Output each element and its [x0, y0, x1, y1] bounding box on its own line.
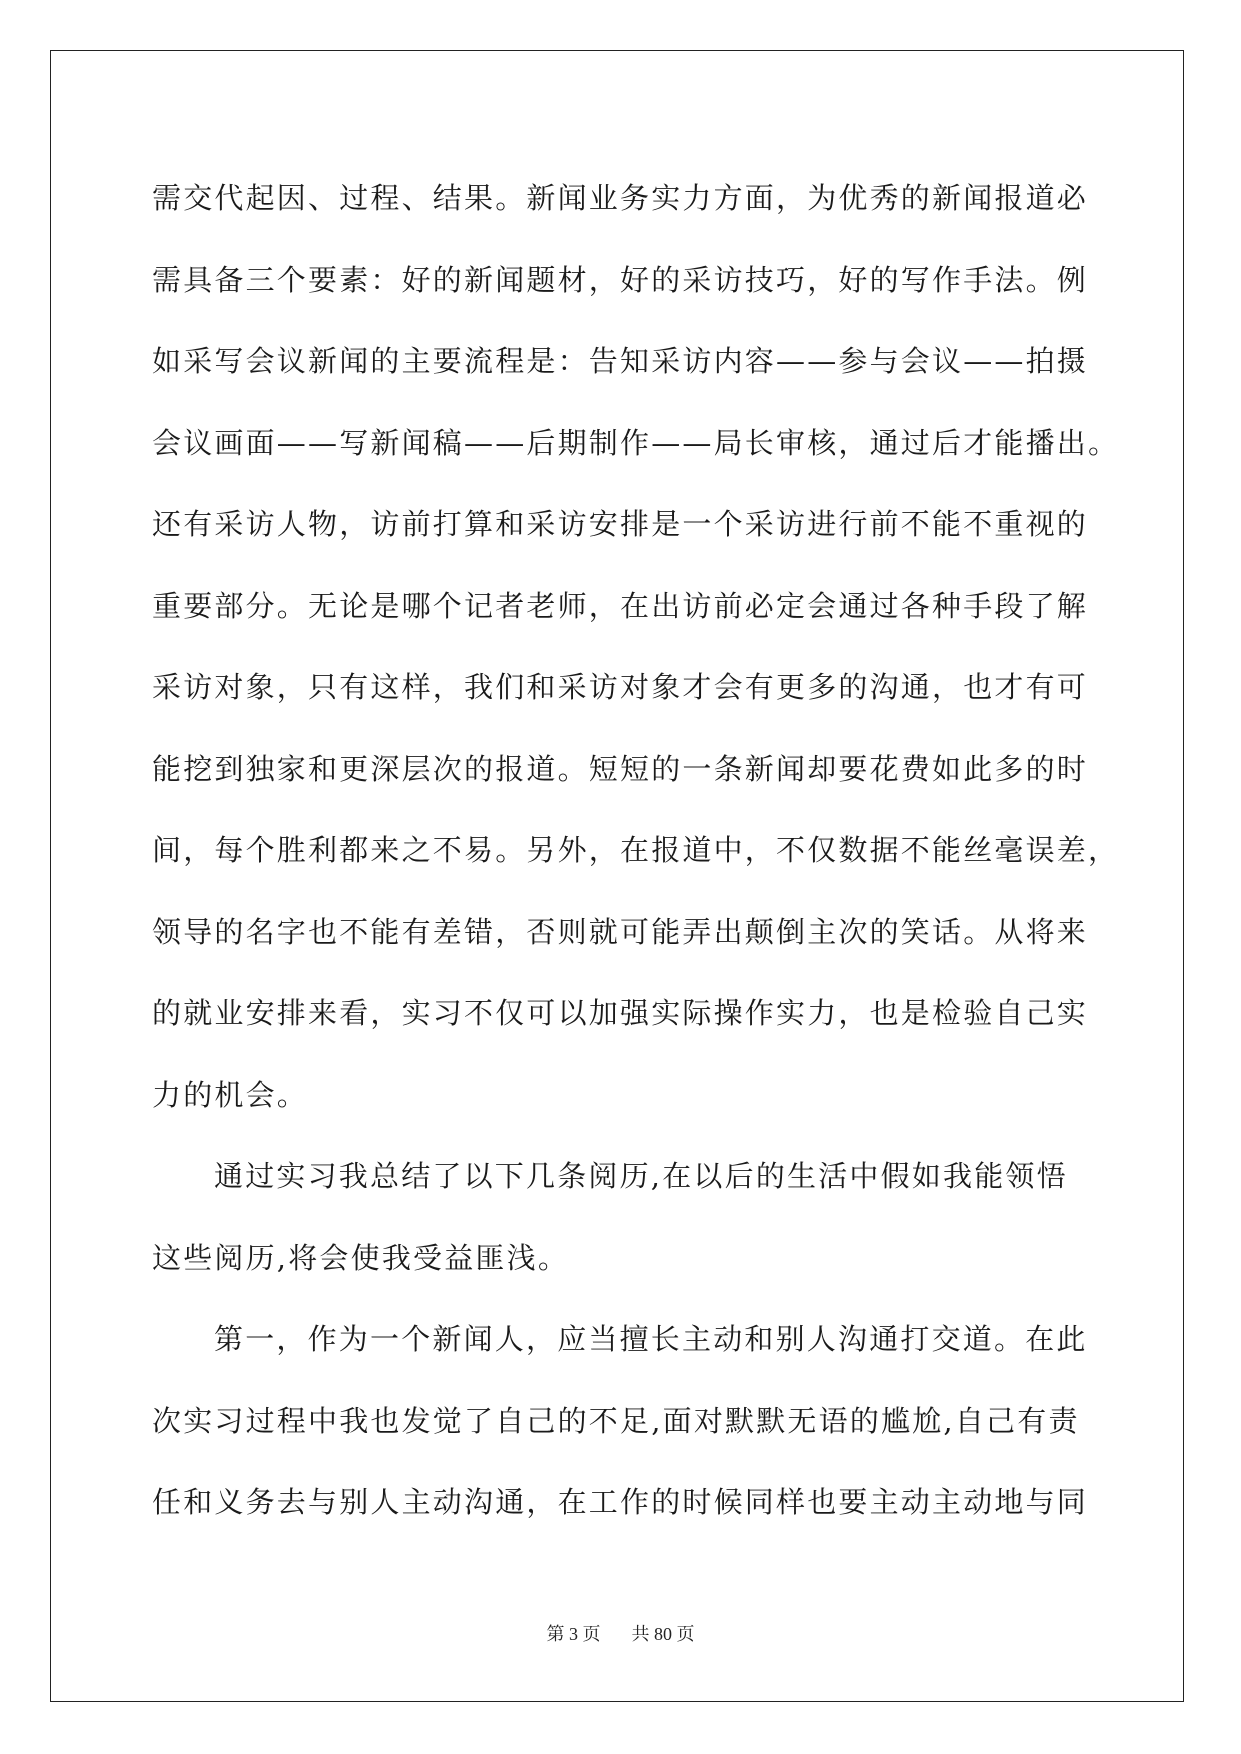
text-line: 能挖到独家和更深层次的报道。短短的一条新闻却要花费如此多的时	[152, 751, 1089, 786]
text-line: 这些阅历,将会使我受益匪浅。	[152, 1240, 570, 1275]
page-number: 第 3 页	[546, 1624, 601, 1644]
text-line: 需交代起因、过程、结果。新闻业务实力方面，为优秀的新闻报道必	[152, 181, 1089, 215]
paragraph-first-line: 通过实习我总结了以下几条阅历,在以后的生活中假如我能领悟	[214, 1159, 1068, 1193]
text-line: 的就业安排来看，实习不仅可以加强实际操作实力，也是检验自己实	[152, 996, 1089, 1030]
text-line: 还有采访人物，访前打算和采访安排是一个采访进行前不能不重视的	[152, 507, 1089, 541]
page-footer	[0, 1620, 1241, 1646]
page-total: 共 80 页	[631, 1624, 695, 1644]
text-line: 间，每个胜利都来之不易。另外，在报道中，不仅数据不能丝毫误差，	[152, 833, 1120, 867]
text-line: 采访对象，只有这样，我们和采访对象才会有更多的沟通，也才有可	[152, 670, 1089, 704]
paragraph-first-line: 第一，作为一个新闻人，应当擅长主动和别人沟通打交道。在此	[214, 1322, 1088, 1356]
text-line: 如采写会议新闻的主要流程是：告知采访内容——参与会议——拍摄	[152, 344, 1089, 378]
text-line: 重要部分。无论是哪个记者老师，在出访前必定会通过各种手段了解	[152, 588, 1089, 623]
document-body	[152, 158, 1120, 1544]
text-line: 任和义务去与别人主动沟通，在工作的时候同样也要主动主动地与同	[152, 1485, 1089, 1519]
text-line: 需具备三个要素：好的新闻题材，好的采访技巧，好的写作手法。例	[152, 262, 1089, 297]
text-line: 力的机会。	[152, 1077, 309, 1112]
text-line: 会议画面——写新闻稿——后期制作——局长审核，通过后才能播出。	[152, 425, 1120, 460]
text-line: 领导的名字也不能有差错，否则就可能弄出颠倒主次的笑话。从将来	[152, 914, 1089, 949]
text-line: 次实习过程中我也发觉了自己的不足,面对默默无语的尴尬,自己有责	[152, 1403, 1080, 1438]
